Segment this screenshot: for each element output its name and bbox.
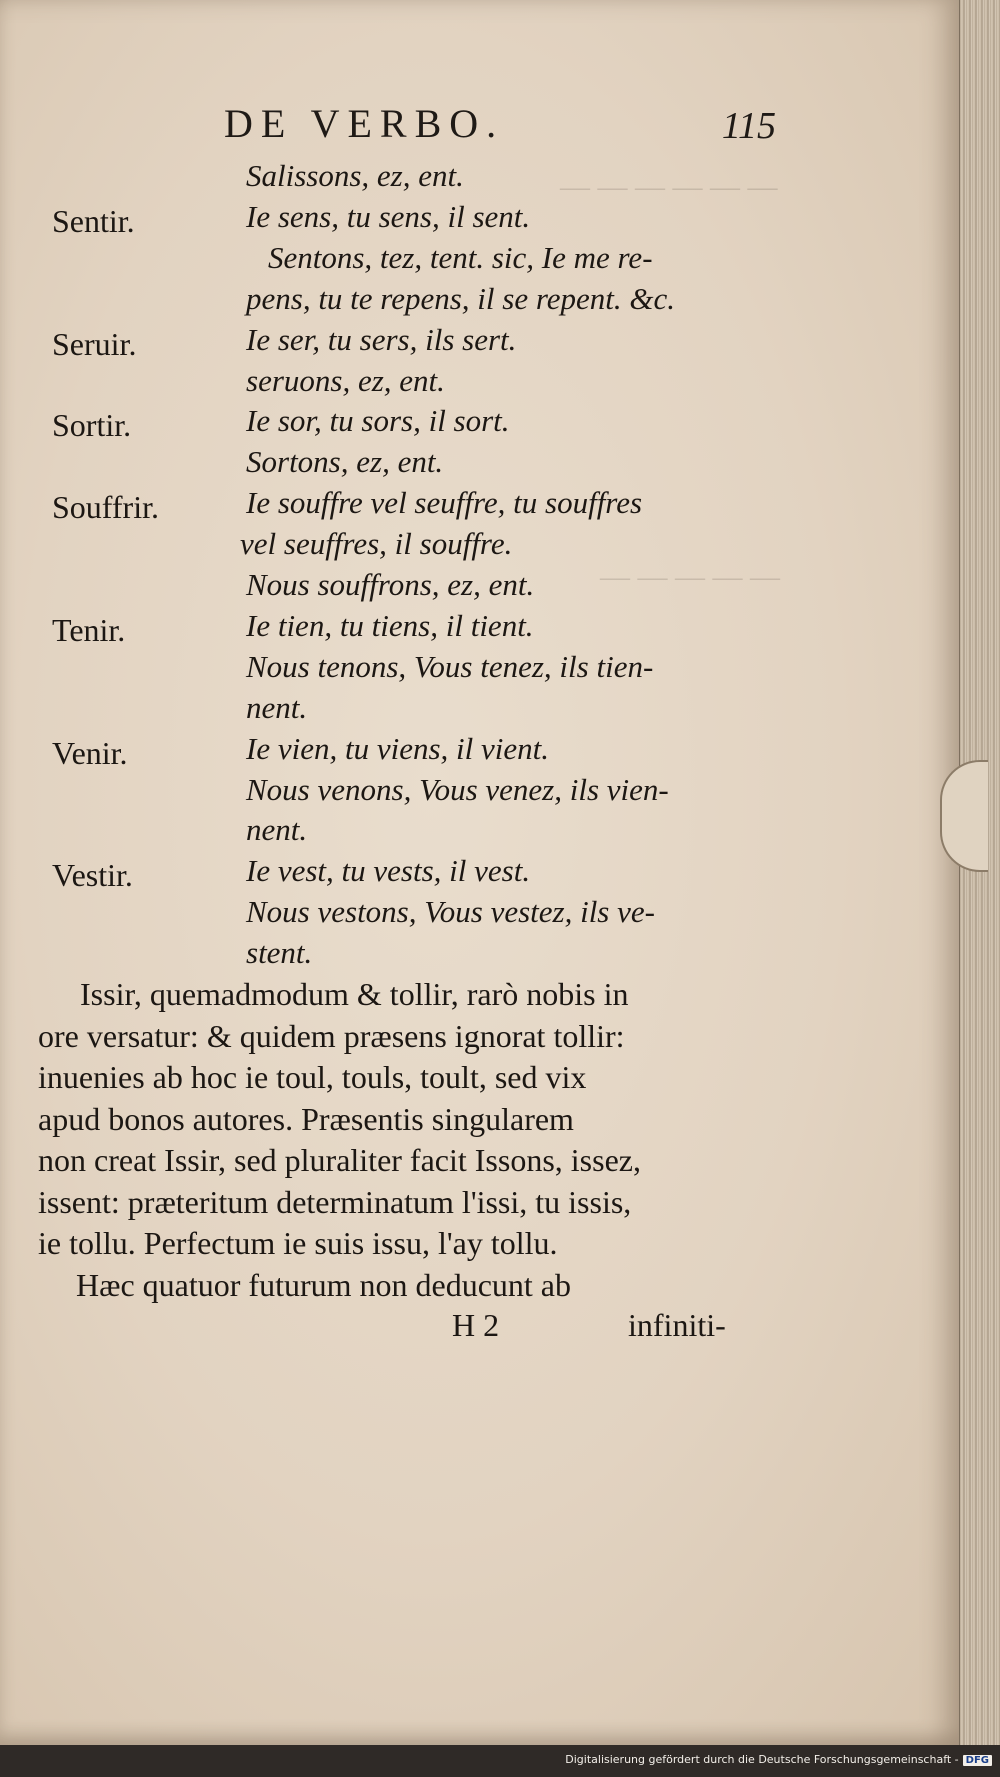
- paragraph-line: Hæc quatuor futurum non deducunt ab: [76, 1266, 571, 1303]
- page-edge: [959, 0, 1000, 1745]
- conjugation-line: Salissons, ez, ent.: [246, 158, 464, 193]
- paragraph-line: ore versatur: & quidem præsens ignorat tollir:: [38, 1017, 625, 1054]
- conjugation-line: pens, tu te repens, il se repent. &c.: [246, 280, 676, 316]
- conjugation-line: Ie vien, tu viens, il vient.: [246, 730, 549, 766]
- verb-label: Souffrir.: [52, 489, 159, 526]
- credit-text: Digitalisierung gefördert durch die Deutsche Forschungsgemeinschaft -: [565, 1753, 959, 1766]
- conjugation-line: Nous venons, Vous venez, ils vien-: [246, 771, 669, 807]
- digitization-credit: [565, 1753, 992, 1766]
- verb-label: Seruir.: [52, 325, 137, 362]
- verb-label: Vestir.: [52, 857, 133, 894]
- dfg-logo: DFG: [963, 1755, 992, 1766]
- running-title: DE VERBO.: [224, 101, 505, 146]
- paragraph-line: issent: præteritum determinatum l'issi, tu issis,: [38, 1183, 632, 1220]
- verb-label: Sentir.: [52, 202, 135, 239]
- signature-mark: H 2: [452, 1307, 500, 1343]
- conjugation-line: Ie ser, tu sers, ils sert.: [246, 321, 517, 357]
- conjugation-line: Nous tenons, Vous tenez, ils tien-: [246, 648, 654, 684]
- conjugation-line: nent.: [246, 812, 308, 848]
- page-number: 115: [721, 105, 776, 147]
- bleed-through-text: — — — — — —: [560, 170, 778, 203]
- conjugation-line: Ie sens, tu sens, il sent.: [246, 198, 531, 234]
- conjugation-line: Sortons, ez, ent.: [246, 444, 444, 480]
- conjugation-line: stent.: [246, 935, 313, 971]
- conjugation-line: Ie souffre vel seuffre, tu souffres: [246, 485, 643, 521]
- catchword: infiniti-: [628, 1307, 726, 1343]
- page-tab: [940, 760, 988, 872]
- paragraph-line: Issir, quemadmodum & tollir, rarò nobis in: [80, 976, 629, 1012]
- conjugation-line: Nous souffrons, ez, ent.: [246, 567, 535, 602]
- conjugation-line: Sentons, tez, tent. sic, Ie me re-: [268, 239, 653, 275]
- paragraph-line: non creat Issir, sed pluraliter facit Issons, issez,: [38, 1142, 641, 1178]
- conjugation-line: vel seuffres, il souffre.: [240, 526, 513, 562]
- conjugation-line: Ie sor, tu sors, il sort.: [246, 403, 510, 439]
- conjugation-line: Nous vestons, Vous vestez, ils ve-: [246, 894, 655, 930]
- verb-label: Venir.: [52, 734, 128, 771]
- paragraph-line: inuenies ab hoc ie toul, touls, toult, sed vix: [38, 1059, 587, 1095]
- paragraph-line: apud bonos autores. Præsentis singularem: [38, 1100, 574, 1137]
- conjugation-line: nent.: [246, 689, 308, 725]
- conjugation-line: Ie tien, tu tiens, il tient.: [246, 607, 534, 643]
- bleed-through-text: — — — — —: [600, 560, 780, 593]
- verb-label: Sortir.: [52, 407, 132, 444]
- conjugation-line: Ie vest, tu vests, il vest.: [246, 853, 531, 889]
- verb-label: Tenir.: [52, 611, 126, 648]
- conjugation-line: seruons, ez, ent.: [246, 362, 445, 398]
- page-header: [220, 100, 780, 160]
- paragraph-line: ie tollu. Perfectum ie suis issu, l'ay tollu.: [38, 1225, 558, 1261]
